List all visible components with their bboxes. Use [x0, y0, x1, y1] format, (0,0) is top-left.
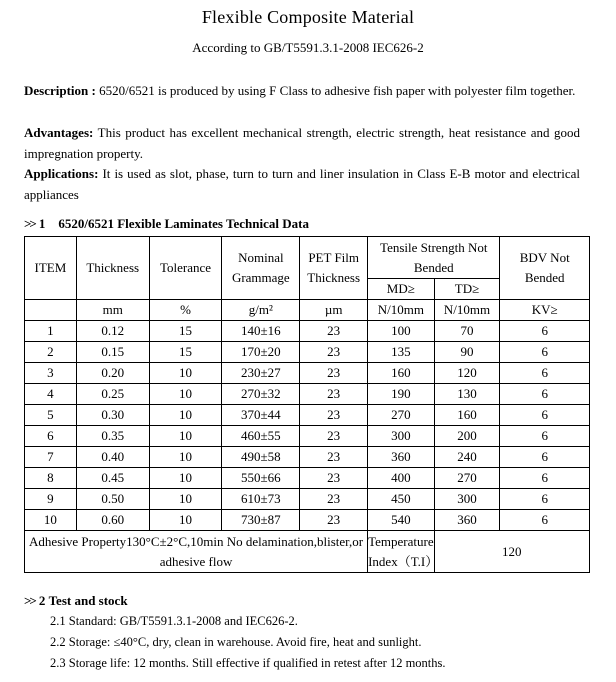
description-paragraph [24, 80, 580, 101]
table-cell: 10 [149, 384, 222, 405]
header-md: MD≥ [368, 279, 435, 300]
table-row [25, 447, 590, 468]
data-rows [25, 321, 590, 531]
table-cell: 120 [434, 363, 500, 384]
section-1-arrow: >> [24, 216, 35, 231]
applications-text: It is used as slot, phase, turn to turn and liner insulation in Class E-B motor and electrical appliances [24, 166, 580, 202]
temperature-index-value: 120 [434, 531, 589, 573]
table-row [25, 384, 590, 405]
table-cell: 0.12 [76, 321, 149, 342]
table-cell: 0.20 [76, 363, 149, 384]
table-cell: 10 [149, 405, 222, 426]
unit-cell [25, 300, 77, 321]
table-cell: 230±27 [222, 363, 300, 384]
table-cell: 0.50 [76, 489, 149, 510]
table-cell: 135 [368, 342, 435, 363]
table-cell: 160 [434, 405, 500, 426]
table-cell: 2 [25, 342, 77, 363]
table-cell: 23 [300, 384, 368, 405]
table-cell: 170±20 [222, 342, 300, 363]
table-cell: 1 [25, 321, 77, 342]
table-cell: 6 [500, 447, 590, 468]
table-cell: 6 [500, 510, 590, 531]
table-cell: 7 [25, 447, 77, 468]
table-cell: 6 [500, 363, 590, 384]
table-cell: 0.35 [76, 426, 149, 447]
unit-cell: mm [76, 300, 149, 321]
table-cell: 0.60 [76, 510, 149, 531]
table-cell: 9 [25, 489, 77, 510]
table-row [25, 489, 590, 510]
table-cell: 400 [368, 468, 435, 489]
table-cell: 6 [25, 426, 77, 447]
table-cell: 10 [149, 363, 222, 384]
table-cell: 0.45 [76, 468, 149, 489]
table-cell: 0.15 [76, 342, 149, 363]
table-cell: 10 [149, 510, 222, 531]
table-row [25, 321, 590, 342]
section-2-heading [24, 593, 128, 609]
table-cell: 15 [149, 321, 222, 342]
table-cell: 240 [434, 447, 500, 468]
section-2-arrow: >> [24, 593, 35, 608]
table-cell: 6 [500, 489, 590, 510]
table-cell: 6 [500, 384, 590, 405]
stock-line-standard: 2.1 Standard: GB/T5591.3.1-2008 and IEC626-2. [50, 614, 298, 628]
unit-cell: N/10mm [434, 300, 500, 321]
unit-cell: % [149, 300, 222, 321]
description-text: 6520/6521 is produced by using F Class to adhesive fish paper with polyester film together. [95, 83, 576, 98]
unit-cell: µm [300, 300, 368, 321]
table-cell: 8 [25, 468, 77, 489]
header-tensile-strength: Tensile Strength Not Bended [368, 237, 500, 279]
footer-row [25, 531, 590, 573]
table-cell: 6 [500, 405, 590, 426]
header-grammage: Nominal Grammage [222, 237, 300, 300]
table-cell: 540 [368, 510, 435, 531]
table-cell: 6 [500, 426, 590, 447]
units-row [25, 300, 590, 321]
section-2-title: Test and stock [48, 593, 128, 608]
table-cell: 490±58 [222, 447, 300, 468]
table-cell: 23 [300, 489, 368, 510]
table-row [25, 405, 590, 426]
header-pet-film: PET Film Thickness [300, 237, 368, 300]
table-cell: 23 [300, 405, 368, 426]
table-cell: 130 [434, 384, 500, 405]
table-cell: 10 [149, 447, 222, 468]
table-cell: 360 [368, 447, 435, 468]
table-cell: 0.40 [76, 447, 149, 468]
table-cell: 6 [500, 321, 590, 342]
stock-line-storage: 2.2 Storage: ≤40°C, dry, clean in warehouse. Avoid fire, heat and sunlight. [50, 635, 422, 649]
unit-cell: g/m² [222, 300, 300, 321]
table-cell: 10 [149, 489, 222, 510]
page-subtitle: According to GB/T5591.3.1-2008 IEC626-2 [192, 40, 424, 55]
unit-cell: KV≥ [500, 300, 590, 321]
table-cell: 10 [25, 510, 77, 531]
table-cell: 23 [300, 468, 368, 489]
temperature-index-label: Temperature Index（T.I） [368, 531, 435, 573]
table-cell: 0.30 [76, 405, 149, 426]
table-cell: 23 [300, 342, 368, 363]
table-cell: 160 [368, 363, 435, 384]
header-item: ITEM [25, 237, 77, 300]
table-cell: 10 [149, 468, 222, 489]
table-cell: 3 [25, 363, 77, 384]
header-tolerance: Tolerance [149, 237, 222, 300]
header-thickness: Thickness [76, 237, 149, 300]
stock-line-life: 2.3 Storage life: 12 months. Still effective if qualified in retest after 12 months. [50, 656, 446, 670]
table-cell: 300 [368, 426, 435, 447]
header-bdv: BDV Not Bended [500, 237, 590, 300]
table-cell: 460±55 [222, 426, 300, 447]
table-cell: 450 [368, 489, 435, 510]
advantages-paragraph [24, 122, 580, 164]
description-label: Description : [24, 83, 96, 98]
table-cell: 6 [500, 342, 590, 363]
section-2-number: 2 [38, 593, 46, 608]
unit-cell: N/10mm [368, 300, 435, 321]
adhesive-property: Adhesive Property130°C±2°C,10min No delamination,blister,or adhesive flow [25, 531, 368, 573]
table-cell: 550±66 [222, 468, 300, 489]
table-cell: 270 [434, 468, 500, 489]
header-row [25, 237, 590, 279]
table-cell: 100 [368, 321, 435, 342]
table-row [25, 363, 590, 384]
applications-paragraph [24, 163, 580, 205]
table-cell: 23 [300, 321, 368, 342]
section-1-number: 1 [38, 216, 46, 231]
table-cell: 270 [368, 405, 435, 426]
section-1-title: 6520/6521 Flexible Laminates Technical Data [58, 216, 309, 231]
section-1-heading [24, 216, 309, 232]
table-row [25, 510, 590, 531]
table-cell: 70 [434, 321, 500, 342]
table-cell: 23 [300, 363, 368, 384]
table-cell: 15 [149, 342, 222, 363]
table-cell: 610±73 [222, 489, 300, 510]
table-row [25, 426, 590, 447]
advantages-text: This product has excellent mechanical strength, electric strength, heat resistance and good impregnation property. [24, 125, 580, 161]
table-cell: 190 [368, 384, 435, 405]
applications-label: Applications: [24, 166, 99, 181]
header-td: TD≥ [434, 279, 500, 300]
table-cell: 5 [25, 405, 77, 426]
table-cell: 370±44 [222, 405, 300, 426]
table-cell: 730±87 [222, 510, 300, 531]
table-cell: 23 [300, 447, 368, 468]
table-cell: 270±32 [222, 384, 300, 405]
advantages-label: Advantages: [24, 125, 94, 140]
table-cell: 4 [25, 384, 77, 405]
technical-data-table [24, 236, 590, 573]
table-row [25, 342, 590, 363]
table-cell: 0.25 [76, 384, 149, 405]
table-cell: 10 [149, 426, 222, 447]
table-cell: 200 [434, 426, 500, 447]
table-cell: 360 [434, 510, 500, 531]
table-cell: 23 [300, 510, 368, 531]
table-cell: 23 [300, 426, 368, 447]
table-cell: 90 [434, 342, 500, 363]
page-title: Flexible Composite Material [201, 7, 415, 27]
table-cell: 6 [500, 468, 590, 489]
table-row [25, 468, 590, 489]
table-cell: 300 [434, 489, 500, 510]
table-cell: 140±16 [222, 321, 300, 342]
